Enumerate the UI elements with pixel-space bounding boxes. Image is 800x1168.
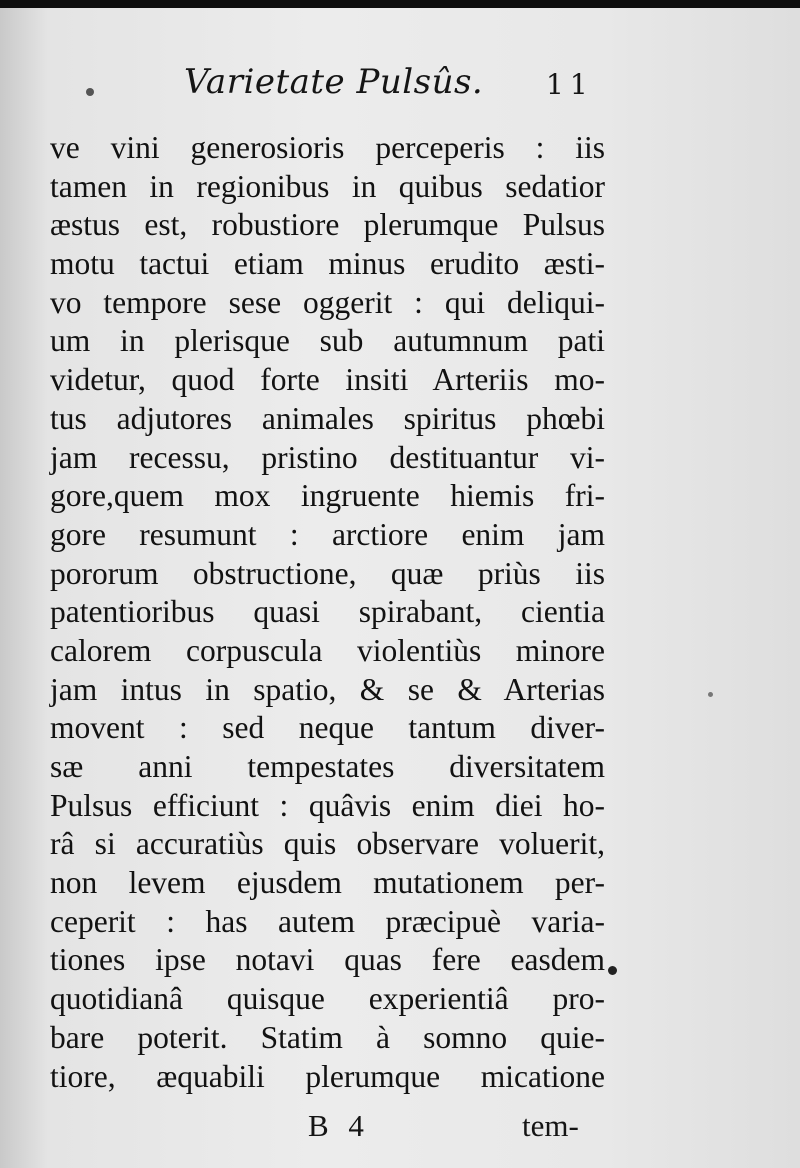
text-line: tus adjutores animales spiritus phœbi — [50, 400, 605, 436]
text-line: gore,quem mox ingruente hiemis fri- — [50, 478, 605, 514]
page-header — [0, 60, 800, 110]
text-line: jam recessu, pristino destituantur vi- — [50, 439, 605, 475]
text-line: motu tactui etiam minus erudito æsti- — [50, 246, 605, 282]
text-line: æstus est, robustiore plerumque Pulsus — [50, 207, 605, 243]
text-line: râ si accuratiùs quis observare voluerit, — [50, 826, 605, 862]
text-line: Pulsus efficiunt : quâvis enim diei ho- — [50, 787, 605, 823]
scan-top-edge — [0, 0, 800, 8]
text-line: pororum obstructione, quæ priùs iis — [50, 555, 605, 591]
page-footer — [0, 1108, 800, 1152]
text-line: bare poterit. Statim à somno quie- — [50, 1019, 605, 1055]
text-line: ve vini generosioris perceperis : iis — [50, 130, 605, 165]
page-number: 11 — [546, 68, 594, 101]
text-line: gore resumunt : arctiore enim jam — [50, 516, 605, 552]
text-line: calorem corpuscula violentiùs minore — [50, 632, 605, 668]
signature-mark: B 4 — [308, 1108, 370, 1143]
text-line: tiore, æquabili plerumque micatione — [50, 1058, 605, 1094]
ink-speck — [608, 966, 617, 975]
book-page — [0, 8, 800, 1168]
text-line: quotidianâ quisque experientiâ pro- — [50, 981, 605, 1017]
text-line: jam intus in spatio, & se & Arterias — [50, 671, 605, 707]
body-text — [50, 129, 605, 1096]
text-line: tamen in regionibus in quibus sedatior — [50, 168, 605, 204]
text-line: vo tempore sese oggerit : qui deliqui- — [50, 284, 605, 320]
text-line: ceperit : has autem præcipuè varia- — [50, 903, 605, 939]
text-line: patentioribus quasi spirabant, cientia — [50, 594, 605, 630]
text-line: um in plerisque sub autumnum pati — [50, 323, 605, 359]
ink-speck — [708, 692, 713, 697]
text-line: videtur, quod forte insiti Arteriis mo- — [50, 362, 605, 398]
catchword: tem- — [522, 1108, 579, 1143]
text-line: non levem ejusdem mutationem per- — [50, 865, 605, 901]
running-title: Varietate Pulsûs. — [184, 62, 484, 102]
text-line: tiones ipse notavi quas fere easdem — [50, 942, 605, 978]
text-line: movent : sed neque tantum diver- — [50, 710, 605, 746]
text-line: sæ anni tempestates diversitatem — [50, 749, 605, 784]
